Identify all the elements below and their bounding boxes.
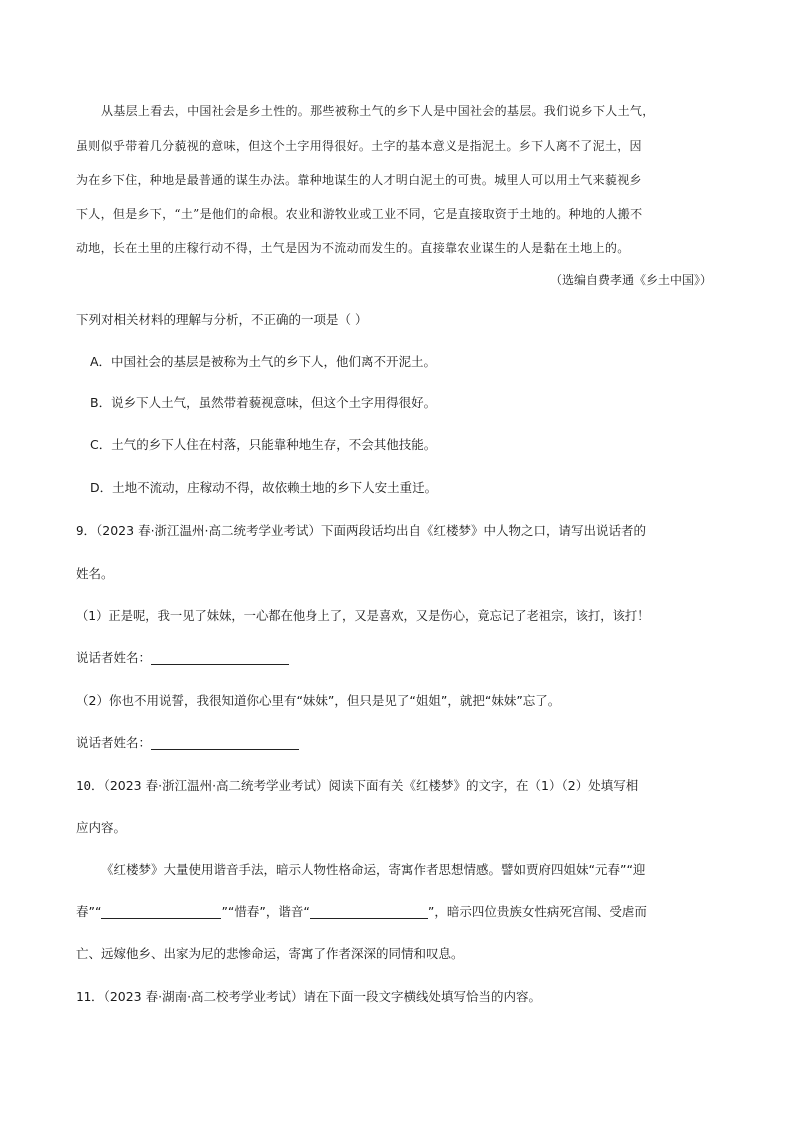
passage-line-4: 下人，但是乡下，“土”是他们的命根。农业和游牧业或工业不同，它是直接取资于土地的。种地的人搬不 bbox=[76, 207, 643, 221]
passage-line-3: 为在乡下住，种地是最普通的谋生办法。靠种地谋生的人才明白泥土的可贵。城里人可以用土气来藐视乡 bbox=[76, 173, 642, 187]
question-9-stem-line-1 bbox=[76, 522, 646, 540]
passage-line-1: 从基层上看去，中国社会是乡土性的。那些被称土气的乡下人是中国社会的基层。我们说乡下人土气， bbox=[101, 104, 655, 118]
question-9-stem-text: （2023 春·浙江温州·高二统考学业考试）下面两段话均出自《红楼梦》中人物之口，请写出说话者的 bbox=[96, 523, 647, 538]
question-10-stem-line-1 bbox=[76, 777, 638, 795]
question-10-paragraph-line-2 bbox=[76, 903, 647, 921]
question-11-stem-text: （2023 春·湖南·高二校考学业考试）请在下面一段文字横线处填写恰当的内容。 bbox=[103, 989, 542, 1004]
speaker-name-label-1: 说话者姓名： bbox=[76, 650, 152, 665]
fill-blank-2[interactable] bbox=[310, 904, 428, 919]
question-10-text-part-2: ”“惜春”，谐音“ bbox=[221, 904, 310, 919]
question-8-option-d: D．土地不流动，庄稼动不得，故依赖土地的乡下人安土重迁。 bbox=[90, 480, 438, 495]
question-8-option-c: C．土气的乡下人住在村落，只能靠种地生存，不会其他技能。 bbox=[90, 437, 437, 452]
question-11-number: 11． bbox=[76, 989, 104, 1004]
question-9-answer-2 bbox=[76, 734, 299, 752]
speaker-name-blank-2[interactable] bbox=[151, 735, 299, 750]
question-9-item-2: （2）你也不用说誓，我很知道你心里有“妹妹”，但只是见了“姐姐”，就把“妹妹”忘了。 bbox=[76, 693, 561, 708]
passage-line-2: 虽则似乎带着几分藐视的意味，但这个土字用得很好。土字的基本意义是指泥土。乡下人离不了泥土，因 bbox=[76, 139, 642, 153]
question-9-item-1: （1）正是呢，我一见了妹妹，一心都在他身上了，又是喜欢，又是伤心，竟忘记了老祖宗，该打，该打！ bbox=[76, 609, 650, 623]
question-9-answer-1 bbox=[76, 649, 289, 667]
question-8-stem: 下列对相关材料的理解与分析，不正确的一项是（ ） bbox=[76, 312, 368, 327]
question-8-option-a: A．中国社会的基层是被称为土气的乡下人，他们离不开泥土。 bbox=[90, 354, 437, 369]
question-9-number: 9． bbox=[76, 523, 97, 538]
question-10-number: 10． bbox=[76, 778, 104, 793]
speaker-name-label-2: 说话者姓名： bbox=[76, 735, 152, 750]
question-11-stem bbox=[76, 988, 541, 1006]
passage-source: （选编自费孝通《乡土中国》） bbox=[549, 273, 712, 287]
question-8-option-b: B．说乡下人土气，虽然带着藐视意味，但这个土字用得很好。 bbox=[90, 395, 437, 410]
question-10-paragraph-line-3: 亡、远嫁他乡、出家为尼的悲惨命运，寄寓了作者深深的同情和叹息。 bbox=[76, 946, 464, 961]
question-10-text-part-1: 春”“ bbox=[76, 904, 102, 919]
question-10-paragraph-line-1: 《红楼梦》大量使用谐音手法，暗示人物性格命运，寄寓作者思想情感。譬如贾府四姐妹“元春”“迎 bbox=[101, 862, 646, 877]
speaker-name-blank-1[interactable] bbox=[151, 650, 289, 665]
passage-line-5: 动地，长在土里的庄稼行动不得，土气是因为不流动而发生的。直接靠农业谋生的人是黏在土地上的。 bbox=[76, 241, 630, 255]
question-10-stem-text: （2023 春·浙江温州·高二统考学业考试）阅读下面有关《红楼梦》的文字，在（1）（2）处填写相 bbox=[103, 778, 639, 793]
question-10-text-part-3: ”，暗示四位贵族女性病死宫闱、受虐而 bbox=[427, 904, 647, 919]
question-9-stem-line-2: 姓名。 bbox=[76, 566, 114, 581]
question-10-stem-line-2: 应内容。 bbox=[76, 820, 127, 835]
fill-blank-1[interactable] bbox=[101, 904, 221, 919]
